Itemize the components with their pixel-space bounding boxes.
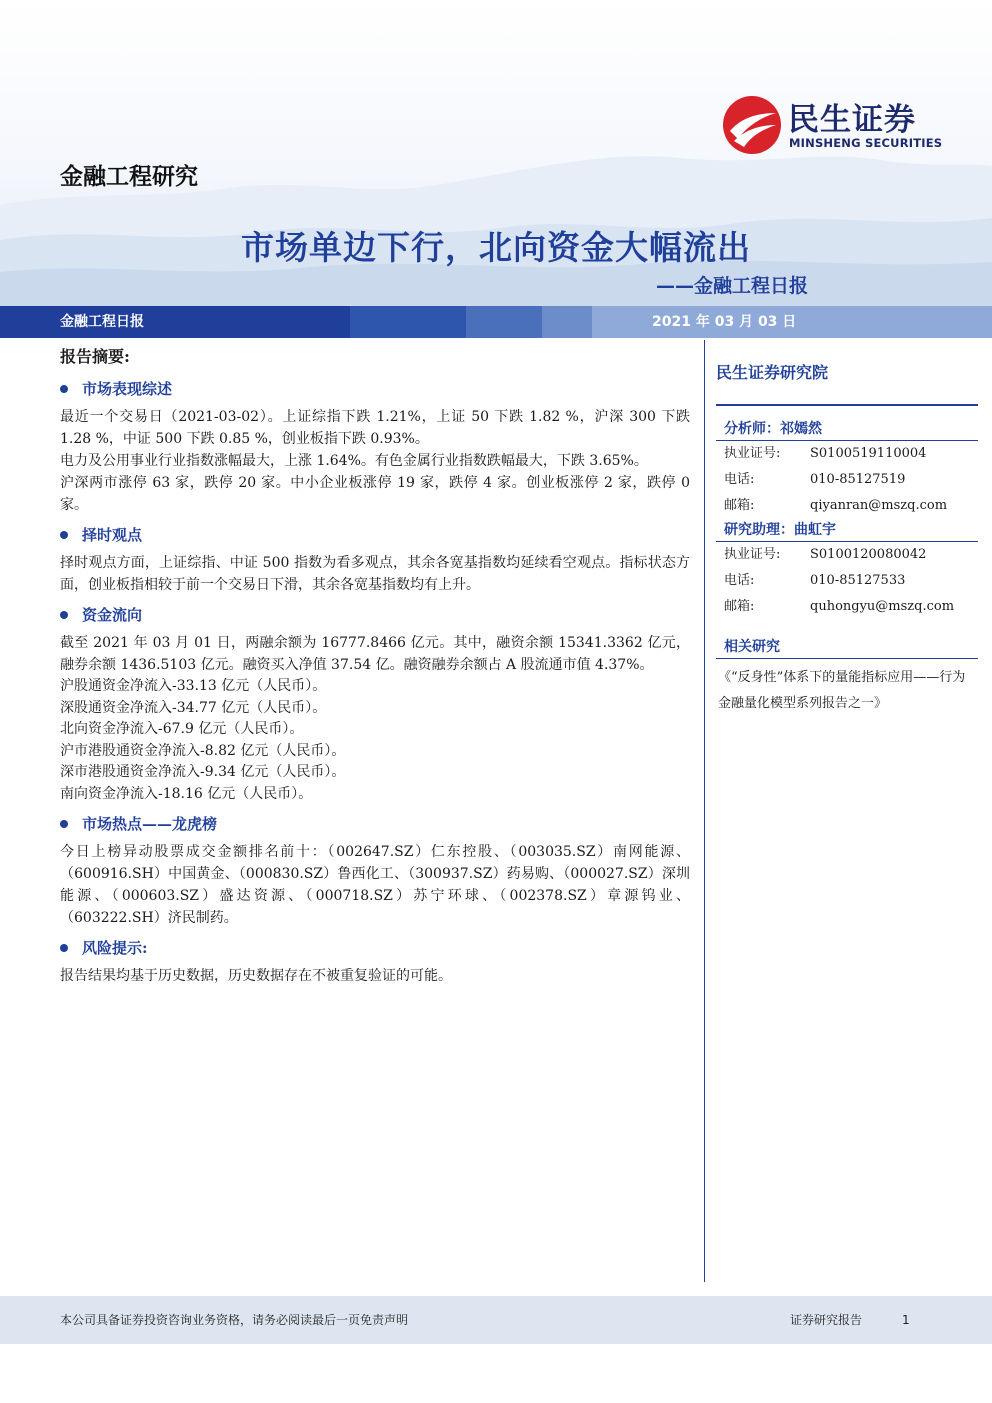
- info-row: 执业证号: S0100519110004: [724, 446, 927, 461]
- bullet-icon: [60, 820, 68, 828]
- footer-doc-type: 证券研究报告: [790, 1313, 863, 1327]
- banner-date: 2021 年 03 月 03 日: [652, 314, 797, 330]
- paragraph: 沪深两市涨停 63 家，跌停 20 家。中小企业板涨停 19 家，跌停 4 家。创业板涨停 2 家，跌停 0 家。: [60, 475, 690, 513]
- paragraph: 电力及公用事业行业指数涨幅最大，上涨 1.64%。有色金属行业指数跌幅最大，下跌 3.65%。: [60, 453, 648, 469]
- related-research-heading: 相关研究: [716, 636, 978, 659]
- section-hot-spots: [60, 813, 690, 929]
- page-number: 1: [902, 1313, 910, 1327]
- paragraph: 最近一个交易日（2021-03-02）。上证综指下跌 1.21%，上证 50 下跌 1.82 %，沪深 300 下跌 1.28 %，中证 500 下跌 0.85 %，创业板指下跌 0.93%。: [60, 409, 690, 447]
- info-row: 电话: 010-85127519: [724, 472, 906, 487]
- bullet-icon: [60, 944, 68, 952]
- footer-disclaimer: 本公司具备证券投资咨询业务资格，请务必阅读最后一页免责声明: [60, 1313, 409, 1327]
- company-logo: [722, 92, 952, 158]
- banner-report-type: 金融工程日报: [60, 314, 144, 330]
- section-market-overview: [60, 378, 690, 516]
- report-header: [0, 0, 992, 312]
- institute-name: 民生证券研究院: [716, 340, 978, 406]
- paragraph: 择时观点方面，上证综指、中证 500 指数为看多观点，其余各宽基指数均延续看空观点。指标状态方面，创业板指相较于前一个交易日下滑，其余各宽基指数均有上升。: [60, 555, 690, 593]
- report-title: 市场单边下行，北向资金大幅流出: [241, 228, 751, 267]
- author-sidebar: [716, 340, 978, 717]
- paragraph: 报告结果均基于历史数据，历史数据存在不被重复验证的可能。: [60, 968, 452, 984]
- assistant-block: [716, 519, 978, 620]
- flow-line: 深股通资金净流入-34.77 亿元（人民币）。: [60, 699, 327, 716]
- info-row: 邮箱: quhongyu@mszq.com: [716, 594, 978, 620]
- section-heading: 择时观点: [82, 526, 143, 544]
- logo-text-en: MINSHENG SECURITIES: [789, 136, 943, 150]
- report-category: 金融工程研究: [60, 164, 198, 190]
- paragraph: 截至 2021 年 03 月 01 日，两融余额为 16777.8466 亿元。其中，融资余额 15341.3362 亿元，融券余额 1436.5103 亿元。融资买入净值 37.54 亿。融资融券余额占 A 股流通市值 4.37%。: [60, 635, 690, 673]
- paragraph: 今日上榜异动股票成交金额排名前十：（002647.SZ）仁东控股、（003035.SZ）南网能源、（600916.SH）中国黄金、（000830.SZ）鲁西化工、（300937.SZ）药易购、（000027.SZ）深圳能源、（000603.SZ）盛达资源、（000718.SZ）苏宁环球、（002378.SZ）章源钨业、（603222.SH）济民制药。: [60, 844, 690, 926]
- section-heading: 资金流向: [82, 606, 143, 624]
- analyst-heading: 分析师：祁嫣然: [716, 418, 978, 441]
- info-row: 执业证号: S0100120080042: [724, 547, 927, 562]
- section-heading: 市场表现综述: [82, 380, 173, 398]
- flow-line: 沪市港股通资金净流入-8.82 亿元（人民币）。: [60, 742, 346, 759]
- logo-text-cn: 民生证券: [788, 102, 916, 138]
- summary-column: [60, 344, 690, 987]
- report-banner: [0, 306, 992, 338]
- bullet-icon: [60, 611, 68, 619]
- related-research-block: [716, 636, 978, 717]
- section-heading: 风险提示:: [82, 939, 148, 957]
- analyst-email[interactable]: qiyanran@mszq.com: [810, 498, 948, 513]
- related-research-link[interactable]: 《“反身性”体系下的量能指标应用——行为金融量化模型系列报告之一》: [718, 670, 966, 711]
- assistant-heading: 研究助理：曲虹宇: [716, 519, 978, 542]
- info-row: 邮箱: qiyanran@mszq.com: [716, 493, 978, 519]
- flow-line: 深市港股通资金净流入-9.34 亿元（人民币）。: [60, 764, 346, 780]
- page-footer: [0, 1296, 992, 1344]
- assistant-email[interactable]: quhongyu@mszq.com: [810, 599, 955, 614]
- flow-line: 北向资金净流入-67.9 亿元（人民币）。: [60, 721, 304, 737]
- section-timing-view: [60, 524, 690, 596]
- summary-heading: 报告摘要:: [60, 347, 130, 366]
- flow-line: 沪股通资金净流入-33.13 亿元（人民币）。: [60, 678, 327, 694]
- section-heading: 市场热点——龙虎榜: [82, 815, 218, 833]
- report-subtitle: ——金融工程日报: [655, 275, 808, 297]
- section-fund-flow: [60, 604, 690, 805]
- bullet-icon: [60, 531, 68, 539]
- section-risk-warning: [60, 937, 690, 987]
- info-row: 电话: 010-85127533: [724, 573, 906, 588]
- flow-line: 南向资金净流入-18.16 亿元（人民币）。: [60, 785, 313, 802]
- analyst-block: [716, 418, 978, 519]
- column-divider: [704, 340, 705, 1282]
- bullet-icon: [60, 385, 68, 393]
- logo-swoosh-icon: [722, 95, 782, 155]
